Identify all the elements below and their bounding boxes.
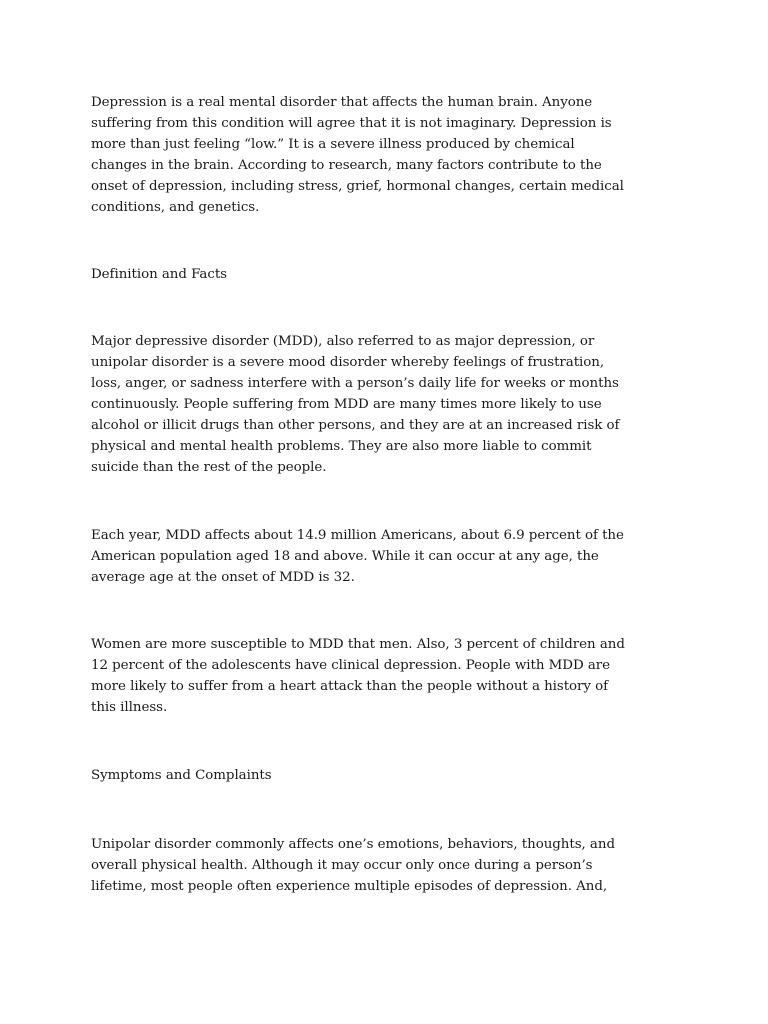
section-heading-definition [91, 264, 691, 285]
text-line: Each year, MDD affects about 14.9 million Americans, about 6.9 percent of the [91, 528, 624, 543]
text-line: continuously. People suffering from MDD are many times more likely to use [91, 397, 602, 412]
text-line: more than just feeling “low.” It is a severe illness produced by chemical [91, 137, 575, 152]
text-line: loss, anger, or sadness interfere with a person’s daily life for weeks or months [91, 376, 619, 391]
text-line: onset of depression, including stress, grief, hormonal changes, certain medical [91, 179, 624, 194]
text-line: this illness. [91, 700, 168, 715]
text-line: Depression is a real mental disorder that affects the human brain. Anyone [91, 95, 593, 110]
intro-paragraph [91, 92, 691, 218]
heading-text: Symptoms and Complaints [91, 768, 272, 783]
text-line: lifetime, most people often experience multiple episodes of depression. And, [91, 879, 608, 894]
mdd-definition-paragraph [91, 331, 691, 478]
text-line: Major depressive disorder (MDD), also referred to as major depression, or [91, 334, 595, 349]
susceptibility-paragraph [91, 634, 691, 718]
heading-text: Definition and Facts [91, 267, 227, 282]
text-line: unipolar disorder is a severe mood disorder whereby feelings of frustration, [91, 355, 605, 370]
text-line: suicide than the rest of the people. [91, 460, 327, 475]
text-line: more likely to suffer from a heart attack than the people without a history of [91, 679, 609, 694]
text-line: changes in the brain. According to research, many factors contribute to the [91, 158, 602, 173]
text-line: physical and mental health problems. They are also more liable to commit [91, 439, 592, 454]
text-line: American population aged 18 and above. While it can occur at any age, the [91, 549, 599, 564]
text-line: 12 percent of the adolescents have clinical depression. People with MDD are [91, 658, 610, 673]
text-line: conditions, and genetics. [91, 200, 260, 215]
text-line: suffering from this condition will agree that it is not imaginary. Depression is [91, 116, 612, 131]
text-line: Women are more susceptible to MDD that men. Also, 3 percent of children and [91, 637, 625, 652]
text-line: overall physical health. Although it may occur only once during a person’s [91, 858, 593, 873]
symptoms-paragraph [91, 834, 691, 897]
text-line: average age at the onset of MDD is 32. [91, 570, 355, 585]
prevalence-paragraph [91, 525, 691, 588]
section-heading-symptoms [91, 765, 691, 786]
text-line: alcohol or illicit drugs than other persons, and they are at an increased risk of [91, 418, 620, 433]
text-line: Unipolar disorder commonly affects one’s emotions, behaviors, thoughts, and [91, 837, 615, 852]
